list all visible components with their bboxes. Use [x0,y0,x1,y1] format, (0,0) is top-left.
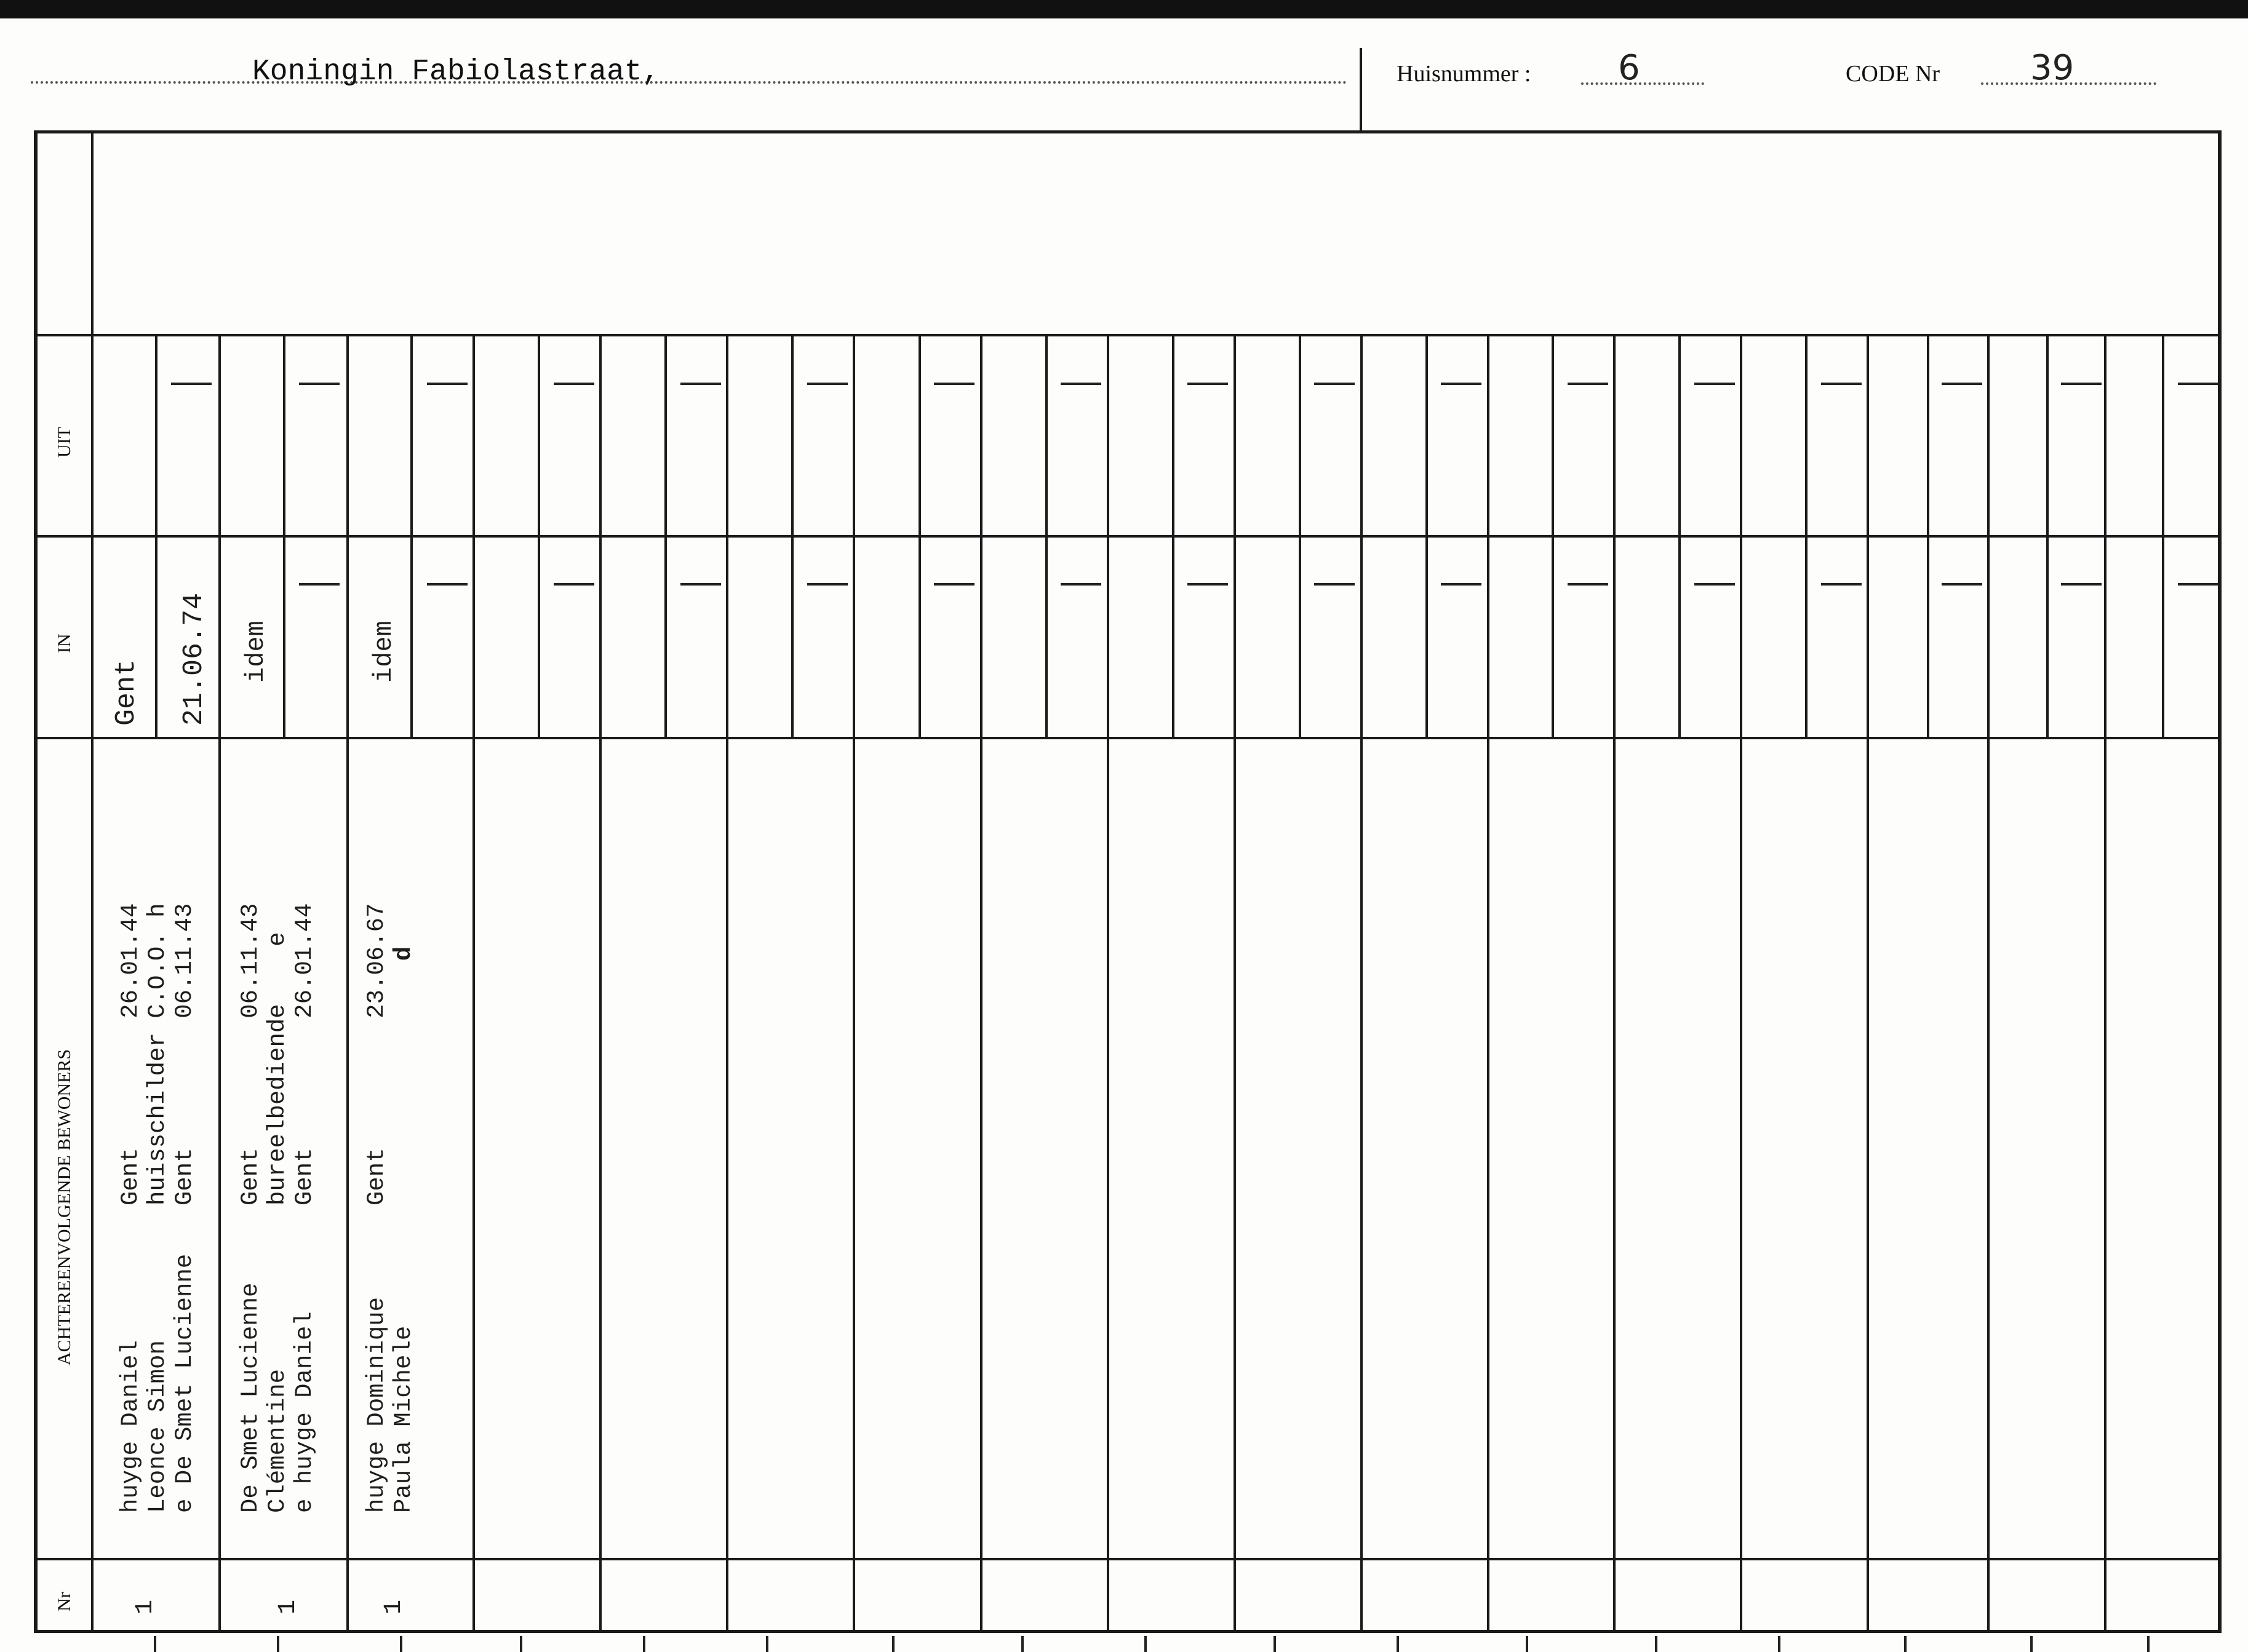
entry-3-resident-line: huyge Dominique [363,1297,390,1513]
bottom-edge-tick [1778,1636,1780,1652]
bottom-edge-tick [1655,1636,1657,1652]
blank-dash [1314,383,1355,385]
entry-1-resident-line: Leonce Simon [144,1340,171,1513]
header-divider [1360,48,1362,130]
blank-dash [1942,583,1982,586]
bottom-edge-tick [2147,1636,2150,1652]
in-subcolumn-line [1678,536,1681,738]
bottom-edge-tick [766,1636,768,1652]
bottom-edge-tick [643,1636,645,1652]
blank-dash [2178,583,2218,586]
bottom-edge-tick [400,1636,402,1652]
in-subcolumn-line [283,536,285,738]
entry-1-resident-line: huyge Daniel [117,1340,144,1513]
entry-3-resident-line: Paula Michele [390,1325,417,1513]
in-subcolumn-line [1805,536,1808,738]
table-bottom-border [34,1630,2222,1633]
entry-3-detail-line: d [390,946,417,1205]
column-line [1107,335,1109,1632]
in-subcolumn-line [664,536,667,738]
bottom-edge-tick [892,1636,895,1652]
street-name: Koningin Fabiolastraat, [252,55,660,89]
in-subcolumn-line [1299,536,1301,738]
blank-dash [2061,583,2102,586]
label-column-border [91,130,94,1633]
uit-subcolumn-line [283,335,285,536]
uit-subcolumn-line [1805,335,1808,536]
bottom-edge-tick [1273,1636,1276,1652]
column-line [980,335,983,1632]
uit-subcolumn-line [1425,335,1428,536]
bottom-edge-tick [520,1636,522,1652]
entry-2-detail-line: Gent 06.11.43 [237,903,264,1205]
entry-1-resident-line: e De Smet Lucienne [171,1253,198,1513]
blank-dash [1441,583,1481,586]
nr-label: Nr [54,1592,74,1611]
bottom-edge-tick [2030,1636,2033,1652]
entry-1-detail-line: Gent 06.11.43 [171,903,198,1205]
blank-dash [1568,383,1608,385]
in-subcolumn-line [155,536,157,738]
entry-3-detail-line: Gent 23.06.67 [363,903,390,1205]
entry-2-resident-line: e huyge Daniel [291,1311,318,1513]
blank-dash [1694,383,1735,385]
bottom-edge-tick [1526,1636,1528,1652]
uit-subcolumn-line [919,335,921,536]
in-label: IN [54,633,74,653]
uit-subcolumn-line [1299,335,1301,536]
blank-dash [554,583,594,586]
entry-3-details [363,903,417,1205]
blank-dash [1061,583,1101,586]
street-dotted-line [31,81,1347,84]
blank-dash [934,383,975,385]
table-top-border [34,130,2222,133]
blank-dash [171,383,212,385]
house-number-label: Huisnummer : [1397,61,1531,87]
entry-1-in-date: 21.06.74 [178,592,210,726]
in-subcolumn-line [1552,536,1554,738]
blank-dash [1694,583,1735,586]
entry-1-detail-line: Gent 26.01.44 [117,903,144,1205]
bottom-edge-tick [1397,1636,1399,1652]
entry-1-detail-line: huisschilder C.O.O. h [144,903,171,1205]
column-line [1487,335,1489,1632]
uit-subcolumn-line [410,335,413,536]
table-left-border [34,130,38,1633]
blank-dash [807,583,848,586]
in-subcolumn-line [919,536,921,738]
entry-3-in-place: idem [369,621,399,683]
column-line [726,335,728,1632]
entry-2-detail-line: bureelbediende e [264,932,291,1205]
blank-dash [934,583,975,586]
blank-dash [1314,583,1355,586]
in-subcolumn-line [1425,536,1428,738]
uit-subcolumn-line [1045,335,1048,536]
row-sep-residents [34,737,2222,739]
column-line [1867,335,1869,1632]
code-value: 39 [2030,48,2075,88]
entry-2-details [237,903,318,1205]
uit-subcolumn-line [2162,335,2164,536]
entry-3-residents [363,1297,417,1513]
row-sep-in [34,535,2222,538]
residents-label: ACHTEREENVOLGENDE BEWONERS [54,1049,74,1365]
blank-dash [1821,583,1862,586]
blank-dash [427,383,468,385]
blank-dash [1061,383,1101,385]
in-subcolumn-line [1927,536,1929,738]
house-number-value: 6 [1618,48,1640,88]
in-subcolumn-line [2046,536,2049,738]
blank-dash [299,583,340,586]
entry-2-nr: 1 [274,1599,302,1614]
column-line [599,335,602,1632]
entry-2-resident-line: Clémentine [264,1368,291,1513]
uit-subcolumn-line [1678,335,1681,536]
row-sep-nr [34,1558,2222,1560]
blank-dash [299,383,340,385]
column-line [1613,335,1616,1632]
in-subcolumn-line [1045,536,1048,738]
entry-2-resident-line: De Smet Lucienne [237,1282,264,1513]
column-line [1987,335,1990,1632]
uit-subcolumn-line [1172,335,1174,536]
uit-label: UIT [54,427,74,458]
blank-dash [427,583,468,586]
uit-subcolumn-line [538,335,540,536]
entry-2-in-place: idem [241,621,271,683]
blank-dash [1187,383,1228,385]
column-line [853,335,855,1632]
bottom-edge-tick [154,1636,156,1652]
entry-3-nr: 1 [380,1599,408,1614]
blank-dash [680,383,721,385]
column-line [1740,335,1742,1632]
entry-1-details [117,903,198,1205]
blank-dash [2178,383,2218,385]
blank-dash [1187,583,1228,586]
in-subcolumn-line [2162,536,2164,738]
blank-dash [807,383,848,385]
bottom-edge-tick [277,1636,279,1652]
entry-2-residents [237,1283,318,1513]
entry-1-residents [117,1254,198,1513]
blank-dash [1568,583,1608,586]
entry-1-in-place: Gent [111,659,142,726]
blank-dash [680,583,721,586]
blank-dash [1821,383,1862,385]
column-line [472,335,475,1632]
column-line [2104,335,2107,1632]
uit-subcolumn-line [1927,335,1929,536]
bottom-edge-tick [1144,1636,1147,1652]
in-subcolumn-line [1172,536,1174,738]
table-right-border [2218,130,2222,1633]
uit-subcolumn-line [2046,335,2049,536]
in-subcolumn-line [791,536,794,738]
uit-subcolumn-line [791,335,794,536]
in-subcolumn-line [410,536,413,738]
entry-2-detail-line: Gent 26.01.44 [291,903,318,1205]
entry-1-nr: 1 [132,1599,159,1614]
column-line [1360,335,1363,1632]
code-label: CODE Nr [1846,61,1940,87]
blank-dash [2061,383,2102,385]
uit-subcolumn-line [1552,335,1554,536]
blank-dash [554,383,594,385]
blank-dash [1441,383,1481,385]
uit-subcolumn-line [664,335,667,536]
house-number-dotted-line [1581,82,1704,85]
bottom-edge-tick [1021,1636,1024,1652]
in-subcolumn-line [538,536,540,738]
scan-top-edge [0,0,2248,18]
column-line [346,335,349,1632]
blank-dash [1942,383,1982,385]
column-line [1234,335,1236,1632]
row-sep-uit [34,334,2222,336]
bottom-edge-tick [1904,1636,1907,1652]
column-line [218,335,221,1632]
uit-subcolumn-line [155,335,157,536]
